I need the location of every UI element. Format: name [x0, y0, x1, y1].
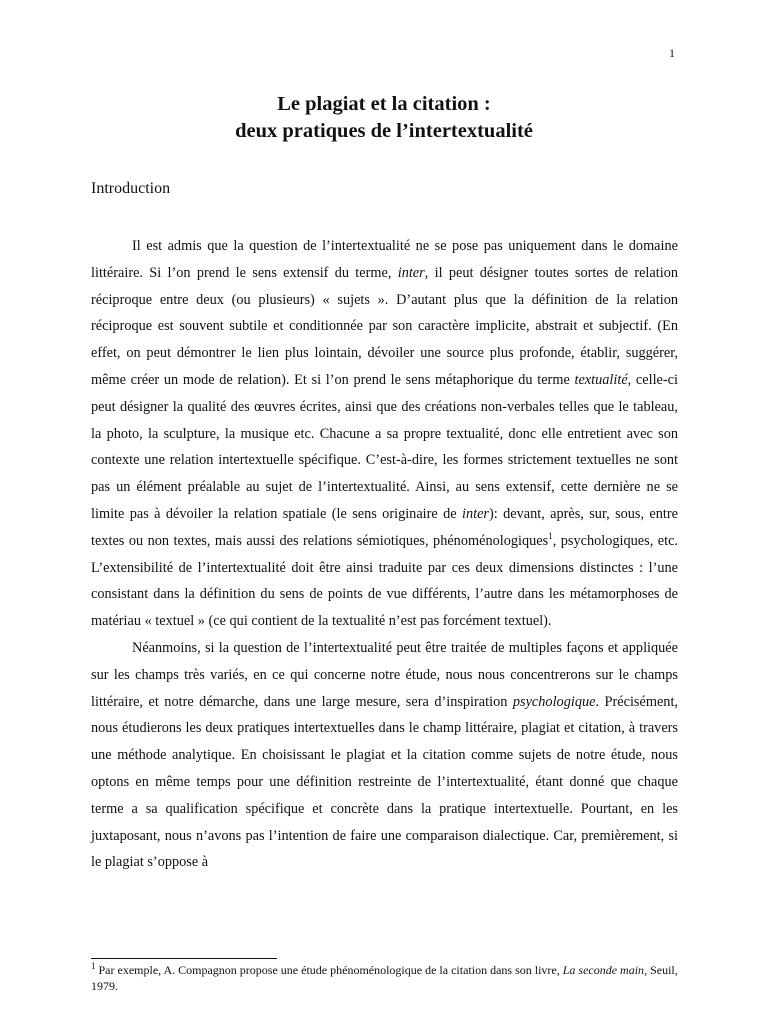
page-number: 1 — [669, 46, 675, 60]
title-line-1: Le plagiat et la citation : — [277, 93, 491, 115]
paragraph-1 — [91, 233, 678, 635]
text-run: , il peut désigner toutes sortes de relation réciproque entre deux (ou plusieurs) « sujets ». D’autant plus que la définition de la relation réciproque est souvent subtile et conditionnée par son caractère implicite, abstrait et subjectif. (En effet, on peut démontrer le lien plus lointain, dévoiler une source plus profonde, établir, suggérer, même créer un mode de relation). Et si l’on prend le sens métaphorique du terme — [91, 264, 678, 388]
paragraph-2 — [91, 635, 678, 876]
body-text — [91, 233, 678, 876]
footnote-divider — [91, 958, 277, 959]
text-run: , celle-ci peut désigner la qualité des œuvres écrites, ainsi que des créations non-verbales telles que le tableau, la photo, la sculpture, la musique etc. Chacune a sa propre textualité, donc elle entretient avec son contexte une relation intertextuelle spécifique. C’est-à-dire, les formes strictement textuelles ne sont pas un élément préalable au sujet de l’intertextualité. Ainsi, au sens extensif, cette dernière ne se limite pas à dévoiler la relation spatiale (le sens originaire de — [91, 371, 678, 522]
text-run: , Seuil, 1979. — [91, 963, 678, 993]
italic-term: inter — [461, 505, 489, 522]
footnote-reference[interactable]: 1 — [548, 531, 553, 541]
section-heading: Introduction — [91, 180, 171, 197]
text-run: Il est admis que la question de l’intertextualité ne se pose pas uniquement dans le domaine littéraire. Si l’on prend le sens extensif du terme, — [91, 238, 678, 281]
italic-term: psychologique — [512, 693, 596, 710]
text-run: . Précisément, nous étudierons les deux pratiques intertextuelles dans le champ littéraire, plagiat et citation, à travers une méthode analytique. En choisissant le plagiat et la citation comme sujets de notre étude, nous optons en même temps pour une définition restreinte de l’intertextualité, étant donné que chaque terme a sa qualification spécifique et concrète dans la pratique intertextuelle. Pourtant, en les juxtaposant, nous n’avons pas l’intention de faire une comparaison dialectique. Car, premièrement, si le plagiat s’oppose à — [91, 693, 678, 871]
title-line-2: deux pratiques de l’intertextualité — [235, 120, 533, 142]
footnote-number: 1 — [91, 961, 96, 971]
book-title: La seconde main — [562, 963, 645, 977]
text-run: Par exemple, A. Compagnon propose une étude phénoménologique de la citation dans son livre, — [95, 963, 563, 977]
italic-term: textualité — [574, 371, 628, 388]
text-run: Néanmoins, si la question de l’intertextualité peut être traitée de multiples façons et appliquée sur les champs très variés, en ce qui concerne notre étude, nous nous concentrerons sur le champs littéraire, et notre démarche, dans une large mesure, sera d’inspiration — [91, 639, 678, 710]
italic-term: inter — [397, 264, 425, 281]
footnote — [91, 963, 678, 994]
document-title — [90, 91, 678, 145]
text-run: , psychologiques, etc. L’extensibilité de l’intertextualité doit être ainsi traduite par ces deux dimensions distinctes : l’une consistant dans la définition du sens de points de vue différents, l’autre dans les métamorphoses de matériau « textuel » (ce qui contient de la textualité n’est pas forcément textuel). — [91, 532, 678, 630]
text-run: ): devant, après, sur, sous, entre textes ou non textes, mais aussi des relations sémiotiques, phénoménologiques — [91, 505, 678, 549]
